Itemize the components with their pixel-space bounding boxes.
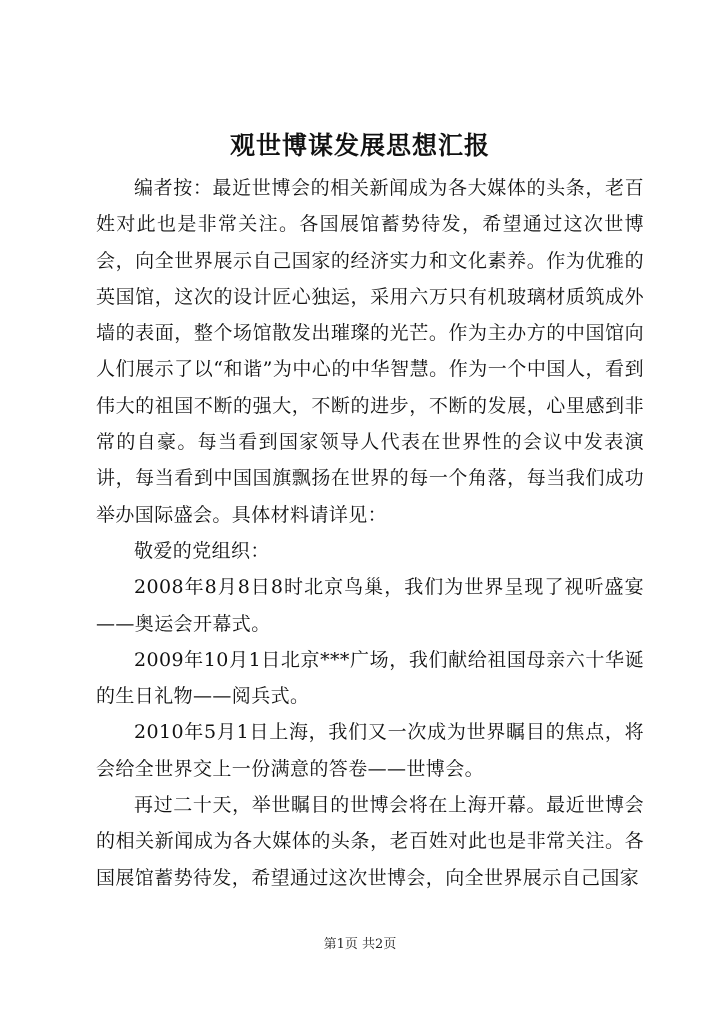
salutation-paragraph: 敬爱的党组织： — [134, 539, 270, 562]
document-body — [96, 170, 644, 896]
page-footer: 第1页 共2页 — [323, 937, 397, 952]
closing-paragraph: 再过二十天，举世瞩目的世博会将在上海开幕。最近世博会的相关新闻成为各大媒体的头条，老百姓对此也是非常关注。各国展馆蓄势待发，希望通过这次世博会，向全世界展示自己国家 — [96, 794, 644, 889]
document-title: 观世博谋发展思想汇报 — [229, 131, 490, 160]
paragraph-2009: 2009年10月1日北京***广场，我们献给祖国母亲六十华诞的生日礼物——阅兵式。 — [96, 648, 644, 708]
paragraph-2008: 2008年8月8日8时北京鸟巢，我们为世界呈现了视听盛宴——奥运会开幕式。 — [96, 576, 644, 635]
editor-note-paragraph: 编者按：最近世博会的相关新闻成为各大媒体的头条，老百姓对此也是非常关注。各国展馆蓄势待发，希望通过这次世博会，向全世界展示自己国家的经济实力和文化素养。作为优雅的英国馆，这次的设计匠心独运，采用六万只有机玻璃材质筑成外墙的表面，整个场馆散发出璀璨的光芒。作为主办方的中国馆向人们展示了以“和谐”为中心的中华智慧。作为一个中国人，看到伟大的祖国不断的强大，不断的进步，不断的发展，心里感到非常的自豪。每当看到国家领导人代表在世界性的会议中发表演讲，每当看到中国国旗飘扬在世界的每一个角落，每当我们成功举办国际盛会。具体材料请详见： — [96, 177, 644, 526]
paragraph-2010: 2010年5月1日上海，我们又一次成为世界瞩目的焦点，将会给全世界交上一份满意的答卷——世博会。 — [96, 721, 644, 780]
